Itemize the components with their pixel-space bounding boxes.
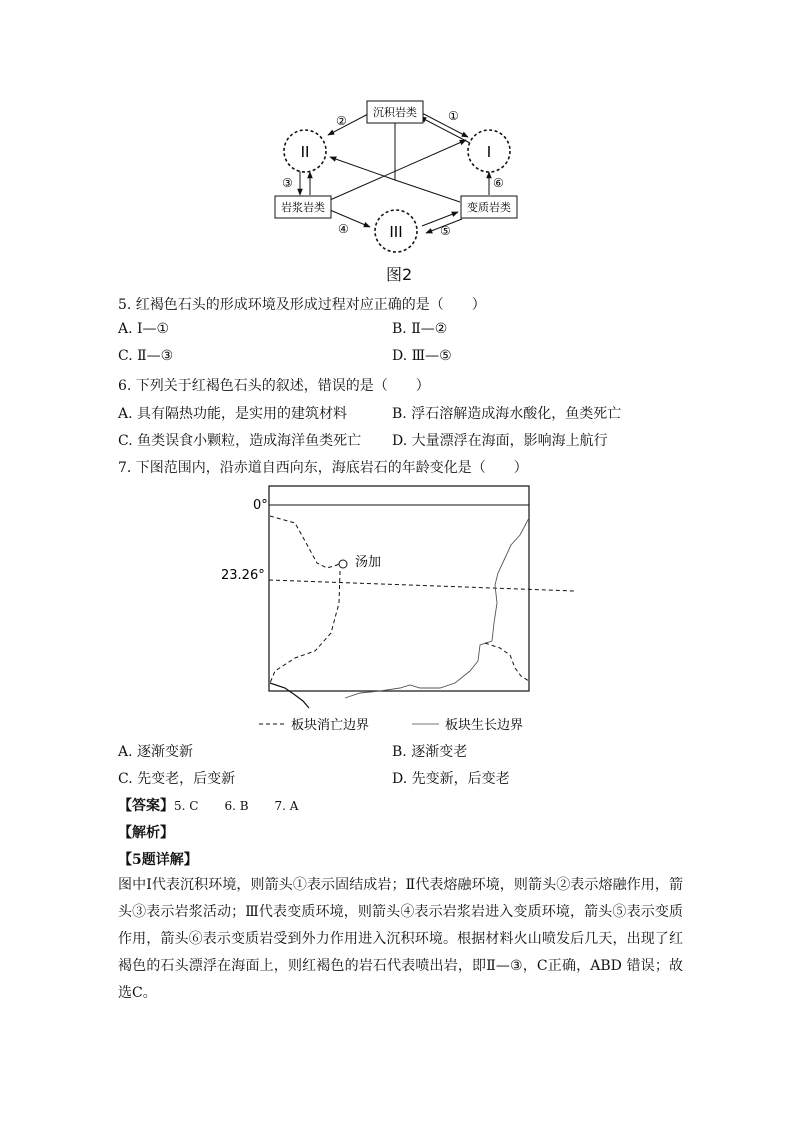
arrow-label-4: ④ bbox=[338, 222, 349, 236]
q7-option-b: B. 逐渐变老 bbox=[392, 744, 468, 760]
q6-option-d: D. 大量漂浮在海面，影响海上航行 bbox=[392, 433, 608, 449]
q7-stem: 7. 下图范围内，沿赤道自西向东，海底岩石的年龄变化是（ ） bbox=[118, 460, 528, 476]
analysis-title: 【解析】 bbox=[118, 825, 174, 841]
q7-option-a: A. 逐渐变新 bbox=[118, 744, 194, 760]
analysis-body: 图中Ⅰ代表沉积环境，则箭头①表示固结成岩；Ⅱ代表熔融环境，则箭头②表示熔融作用，箭头③表示岩浆活动；Ⅲ代表变质环境，则箭头④表示岩浆岩进入变质环境，箭头⑤表示变质作用，箭头⑥表示变质岩受到外力作用进入沉积环境。根据材料火山喷发后几天，出现了红褐色的石头漂浮在海面上，则红褐色的岩石代表喷出岩，即Ⅱ—③，C正确，ABD 错误；故选C。 bbox=[118, 877, 683, 1001]
arrow-label-1: ① bbox=[448, 109, 459, 123]
box-sedimentary: 沉积岩类 bbox=[373, 106, 417, 119]
label-tonga: 汤加 bbox=[355, 555, 382, 570]
q5-option-a: A. I—① bbox=[118, 321, 170, 337]
answer-6: 6. B bbox=[224, 799, 249, 813]
q7-option-c: C. 先变老，后变新 bbox=[118, 771, 236, 787]
answer-label: 【答案】 bbox=[118, 798, 174, 814]
circle-II-label: II bbox=[300, 143, 310, 161]
legend-dash-label: 板块消亡边界 bbox=[291, 718, 370, 733]
arrow-label-6: ⑥ bbox=[493, 176, 504, 190]
tonga-marker-icon bbox=[339, 560, 347, 568]
arrow-label-2: ② bbox=[336, 114, 347, 128]
circle-I-label: I bbox=[486, 143, 492, 161]
box-magmatic: 岩浆岩类 bbox=[281, 201, 325, 214]
rock-cycle-diagram bbox=[270, 95, 530, 285]
arrow-label-3: ③ bbox=[282, 176, 293, 190]
q5-option-d: D. Ⅲ—⑤ bbox=[392, 348, 452, 364]
answer-line bbox=[118, 795, 298, 815]
q6-option-b: B. 浮石溶解造成海水酸化，鱼类死亡 bbox=[392, 406, 622, 422]
label-lat-0: 0° bbox=[253, 498, 268, 513]
figure-caption: 图2 bbox=[386, 265, 413, 284]
label-lat-23: 23.26° bbox=[221, 568, 265, 583]
q6-stem: 6. 下列关于红褐色石头的叙述，错误的是（ ） bbox=[118, 378, 430, 394]
circle-III-label: III bbox=[389, 223, 403, 241]
answer-7: 7. A bbox=[274, 799, 299, 813]
box-metamorphic: 变质岩类 bbox=[467, 201, 511, 214]
q6-option-a: A. 具有隔热功能，是实用的建筑材料 bbox=[118, 406, 348, 422]
plate-boundary-map bbox=[215, 483, 580, 735]
q5-option-c: C. Ⅱ—③ bbox=[118, 348, 174, 364]
q5-option-b: B. Ⅱ—② bbox=[392, 321, 448, 337]
analysis-subtitle: 【5题详解】 bbox=[118, 852, 198, 868]
q5-stem: 5. 红褐色石头的形成环境及形成过程对应正确的是（ ） bbox=[118, 297, 486, 313]
answer-5: 5. C bbox=[174, 799, 199, 813]
arrow-label-5: ⑤ bbox=[440, 224, 451, 238]
legend-solid-label: 板块生长边界 bbox=[445, 718, 524, 733]
q6-option-c: C. 鱼类误食小颗粒，造成海洋鱼类死亡 bbox=[118, 433, 362, 449]
q7-option-d: D. 先变新，后变老 bbox=[392, 771, 510, 787]
